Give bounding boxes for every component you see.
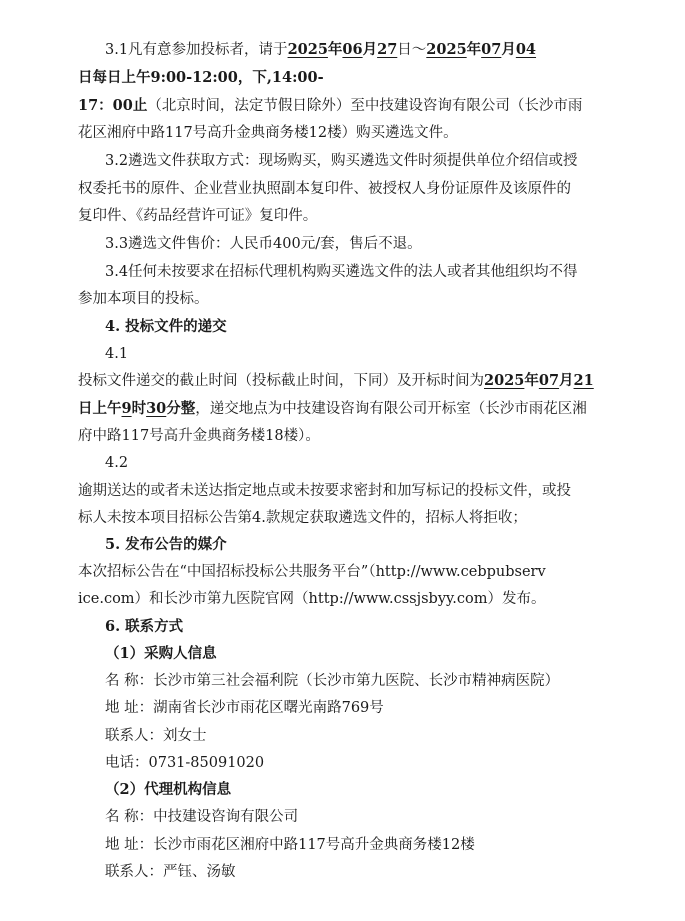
buyer-phone: 电话：0731-85091020 xyxy=(105,755,265,771)
text-run: 时 xyxy=(131,400,147,417)
date-year: 2025 xyxy=(426,41,467,58)
date-month: 07 xyxy=(538,372,560,389)
text-run: 投标文件递交的截止时间（投标截止时间，下同）及开标时间为 xyxy=(78,373,484,389)
time-minute: 30 xyxy=(146,400,167,417)
date-month: 06 xyxy=(342,41,363,58)
paragraph-5-line-2: ice.com）和长沙市第九医院官网（http://www.cssjsbyy.com）发布。 xyxy=(78,591,546,607)
buyer-contact: 联系人：刘女士 xyxy=(105,728,207,744)
text-run: 月 xyxy=(501,41,516,58)
paragraph-3-1-line-1 xyxy=(105,40,536,60)
buyer-info-heading: （1）采购人信息 xyxy=(105,645,217,662)
paragraph-3-1-line-2: 日每日上午9:00-12:00，下,14:00- xyxy=(78,69,324,86)
section-6-heading: 6. 联系方式 xyxy=(105,618,184,635)
text-run: 年 xyxy=(466,41,482,58)
agent-address: 地 址：长沙市雨花区湘府中路117号高升金典商务楼12楼 xyxy=(105,837,475,853)
section-5-heading: 5. 发布公告的媒介 xyxy=(105,536,227,553)
time-hour: 9 xyxy=(121,400,132,417)
paragraph-3-1-line-3 xyxy=(78,96,582,116)
paragraph-3-2-line-3: 复印件、《药品经营许可证》复印件。 xyxy=(78,208,318,224)
date-year: 2025 xyxy=(484,372,525,389)
agent-info-heading: （2）代理机构信息 xyxy=(105,781,232,798)
paragraph-3-1-line-4: 花区湘府中路117号高升金典商务楼12楼）购买遴选文件。 xyxy=(78,125,458,141)
text-run: 月 xyxy=(362,41,378,58)
text-run: 分整 xyxy=(166,400,196,417)
text-run: ，递交地点为中技建设咨询有限公司开标室（长沙市雨花区湘 xyxy=(195,401,587,417)
text-run: 年 xyxy=(327,41,343,58)
paragraph-4-1-line-1 xyxy=(78,371,594,391)
text-run: 3.1凡有意参加投标者，请于 xyxy=(105,42,288,58)
agent-contact: 联系人：严钰、汤敏 xyxy=(105,864,236,880)
paragraph-4-1-number: 4.1 xyxy=(105,346,129,362)
text-run: 日～ xyxy=(397,42,427,58)
buyer-name: 名 称：长沙市第三社会福利院（长沙市第九医院、长沙市精神病医院） xyxy=(105,673,560,689)
paragraph-4-2-line-1: 逾期送达的或者未送达指定地点或未按要求密封和加写标记的投标文件，或投 xyxy=(78,483,571,499)
paragraph-3-4-line-2: 参加本项目的投标。 xyxy=(78,291,209,307)
text-run: 月 xyxy=(559,372,574,389)
agent-name: 名 称：中技建设咨询有限公司 xyxy=(105,809,299,825)
text-run: 日上午 xyxy=(78,400,122,417)
date-day: 21 xyxy=(573,372,594,389)
date-day: 27 xyxy=(377,41,398,58)
date-day: 04 xyxy=(515,41,537,58)
section-4-heading: 4. 投标文件的递交 xyxy=(105,318,227,335)
text-run: 17：00止 xyxy=(78,97,148,114)
paragraph-4-1-line-3: 府中路117号高升金典商务楼18楼）。 xyxy=(78,428,320,444)
text-run: （北京时间，法定节假日除外）至中技建设咨询有限公司（长沙市雨 xyxy=(147,98,583,114)
text-run: 年 xyxy=(524,372,539,389)
paragraph-4-2-number: 4.2 xyxy=(105,455,129,471)
paragraph-3-2-line-1: 3.2遴选文件获取方式：现场购买，购买遴选文件时须提供单位介绍信或授 xyxy=(105,153,578,169)
paragraph-4-2-line-2: 标人未按本项目招标公告第4.款规定获取遴选文件的，招标人将拒收； xyxy=(78,510,527,526)
paragraph-3-3: 3.3遴选文件售价：人民币400元/套，售后不退。 xyxy=(105,236,422,252)
buyer-address: 地 址：湖南省长沙市雨花区曙光南路769号 xyxy=(105,700,384,716)
paragraph-4-1-line-2 xyxy=(78,399,587,419)
paragraph-5-line-1: 本次招标公告在“中国招标投标公共服务平台”（http://www.cebpubserv xyxy=(78,564,546,580)
date-month: 07 xyxy=(481,41,502,58)
date-year: 2025 xyxy=(287,41,328,58)
paragraph-3-4-line-1: 3.4任何未按要求在招标代理机构购买遴选文件的法人或者其他组织均不得 xyxy=(105,264,578,280)
paragraph-3-2-line-2: 权委托书的原件、企业营业执照副本复印件、被授权人身份证原件及该原件的 xyxy=(78,181,571,197)
